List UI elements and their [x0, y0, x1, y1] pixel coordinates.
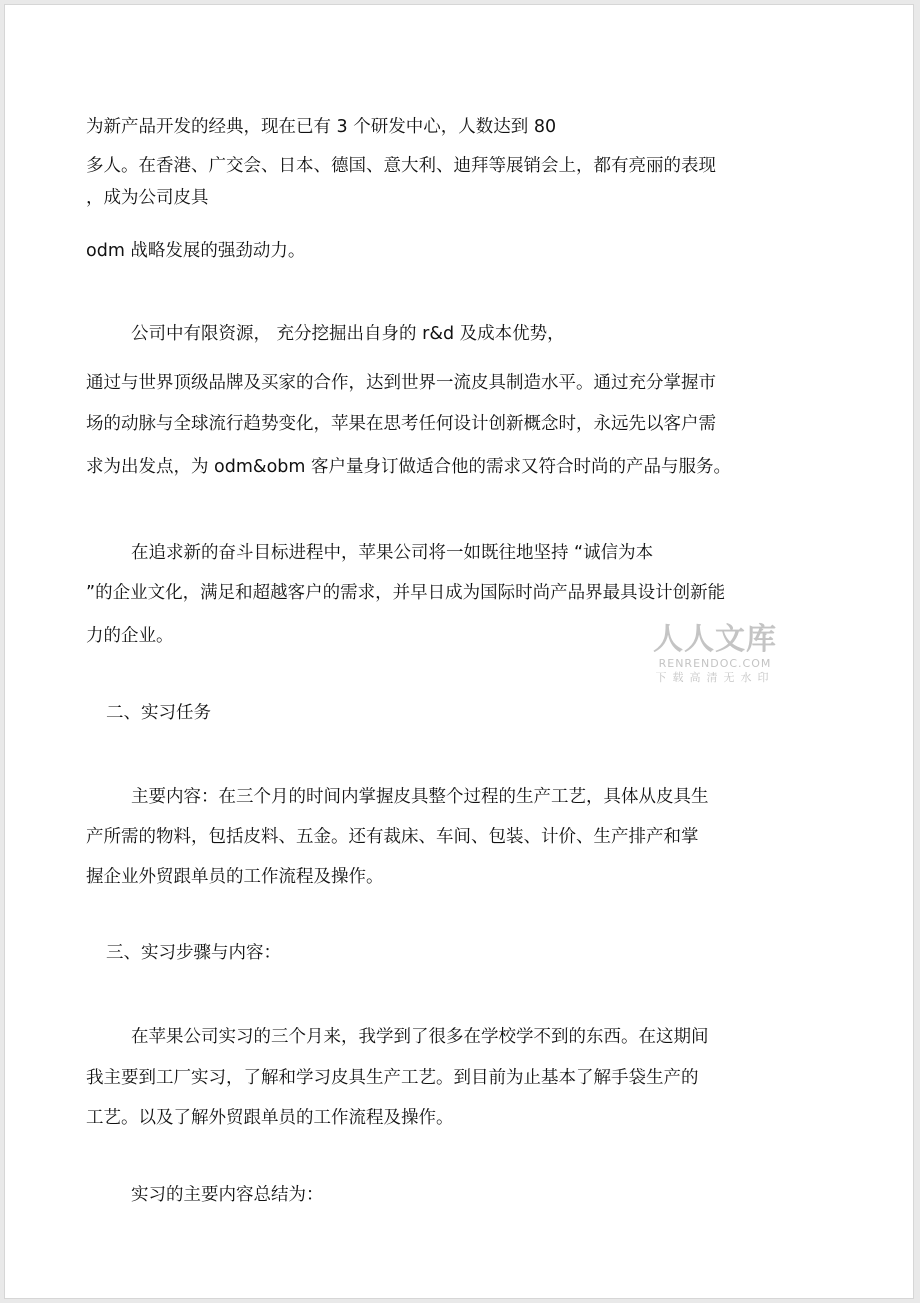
text-line: 握企业外贸跟单员的工作流程及操作。 [86, 867, 384, 887]
watermark-title: 人人文库 [653, 622, 777, 657]
text-line: ，成为公司皮具 [86, 188, 209, 208]
text-line: 场的动脉与全球流行趋势变化，苹果在思考任何设计创新概念时，永远先以客户需 [86, 414, 716, 434]
text-line: odm 战略发展的强劲动力。 [86, 241, 306, 261]
text-line: 工艺。以及了解外贸跟单员的工作流程及操作。 [86, 1108, 454, 1128]
paragraph-first-line: 在追求新的奋斗目标进程中，苹果公司将一如既往地坚持 “诚信为本 [131, 543, 654, 563]
section-heading-steps: 三、实习步骤与内容： [106, 943, 281, 963]
watermark-slogan: 下载高清无水印 [655, 671, 775, 684]
paragraph-first-line: 在苹果公司实习的三个月来，我学到了很多在学校学不到的东西。在这期间 [131, 1027, 709, 1047]
text-line: 力的企业。 [86, 626, 174, 646]
text-line: 多人。在香港、广交会、日本、德国、意大利、迪拜等展销会上，都有亮丽的表现 [86, 156, 716, 176]
text-line: 产所需的物料，包括皮料、五金。还有裁床、车间、包装、计价、生产排产和掌 [86, 827, 699, 847]
text-line: 通过与世界顶级品牌及买家的合作，达到世界一流皮具制造水平。通过充分掌握市 [86, 373, 716, 393]
text-line: 为新产品开发的经典，现在已有 3 个研发中心，人数达到 80 [86, 117, 557, 137]
text-line: ”的企业文化，满足和超越客户的需求，并早日成为国际时尚产品界最具设计创新能 [86, 583, 726, 603]
document-page [4, 4, 914, 1299]
text-line: 我主要到工厂实习，了解和学习皮具生产工艺。到目前为止基本了解手袋生产的 [86, 1068, 699, 1088]
watermark-logo [650, 623, 780, 685]
watermark-domain: RENRENDOC.COM [658, 657, 772, 670]
paragraph-first-line: 公司中有限资源， 充分挖掘出自身的 r&d 及成本优势， [131, 324, 565, 344]
text-line: 求为出发点，为 odm&obm 客户量身订做适合他的需求又符合时尚的产品与服务。 [86, 457, 731, 477]
paragraph-first-line: 实习的主要内容总结为： [131, 1185, 324, 1205]
section-heading-tasks: 二、实习任务 [106, 703, 211, 723]
paragraph-first-line: 主要内容：在三个月的时间内掌握皮具整个过程的生产工艺，具体从皮具生 [131, 787, 709, 807]
